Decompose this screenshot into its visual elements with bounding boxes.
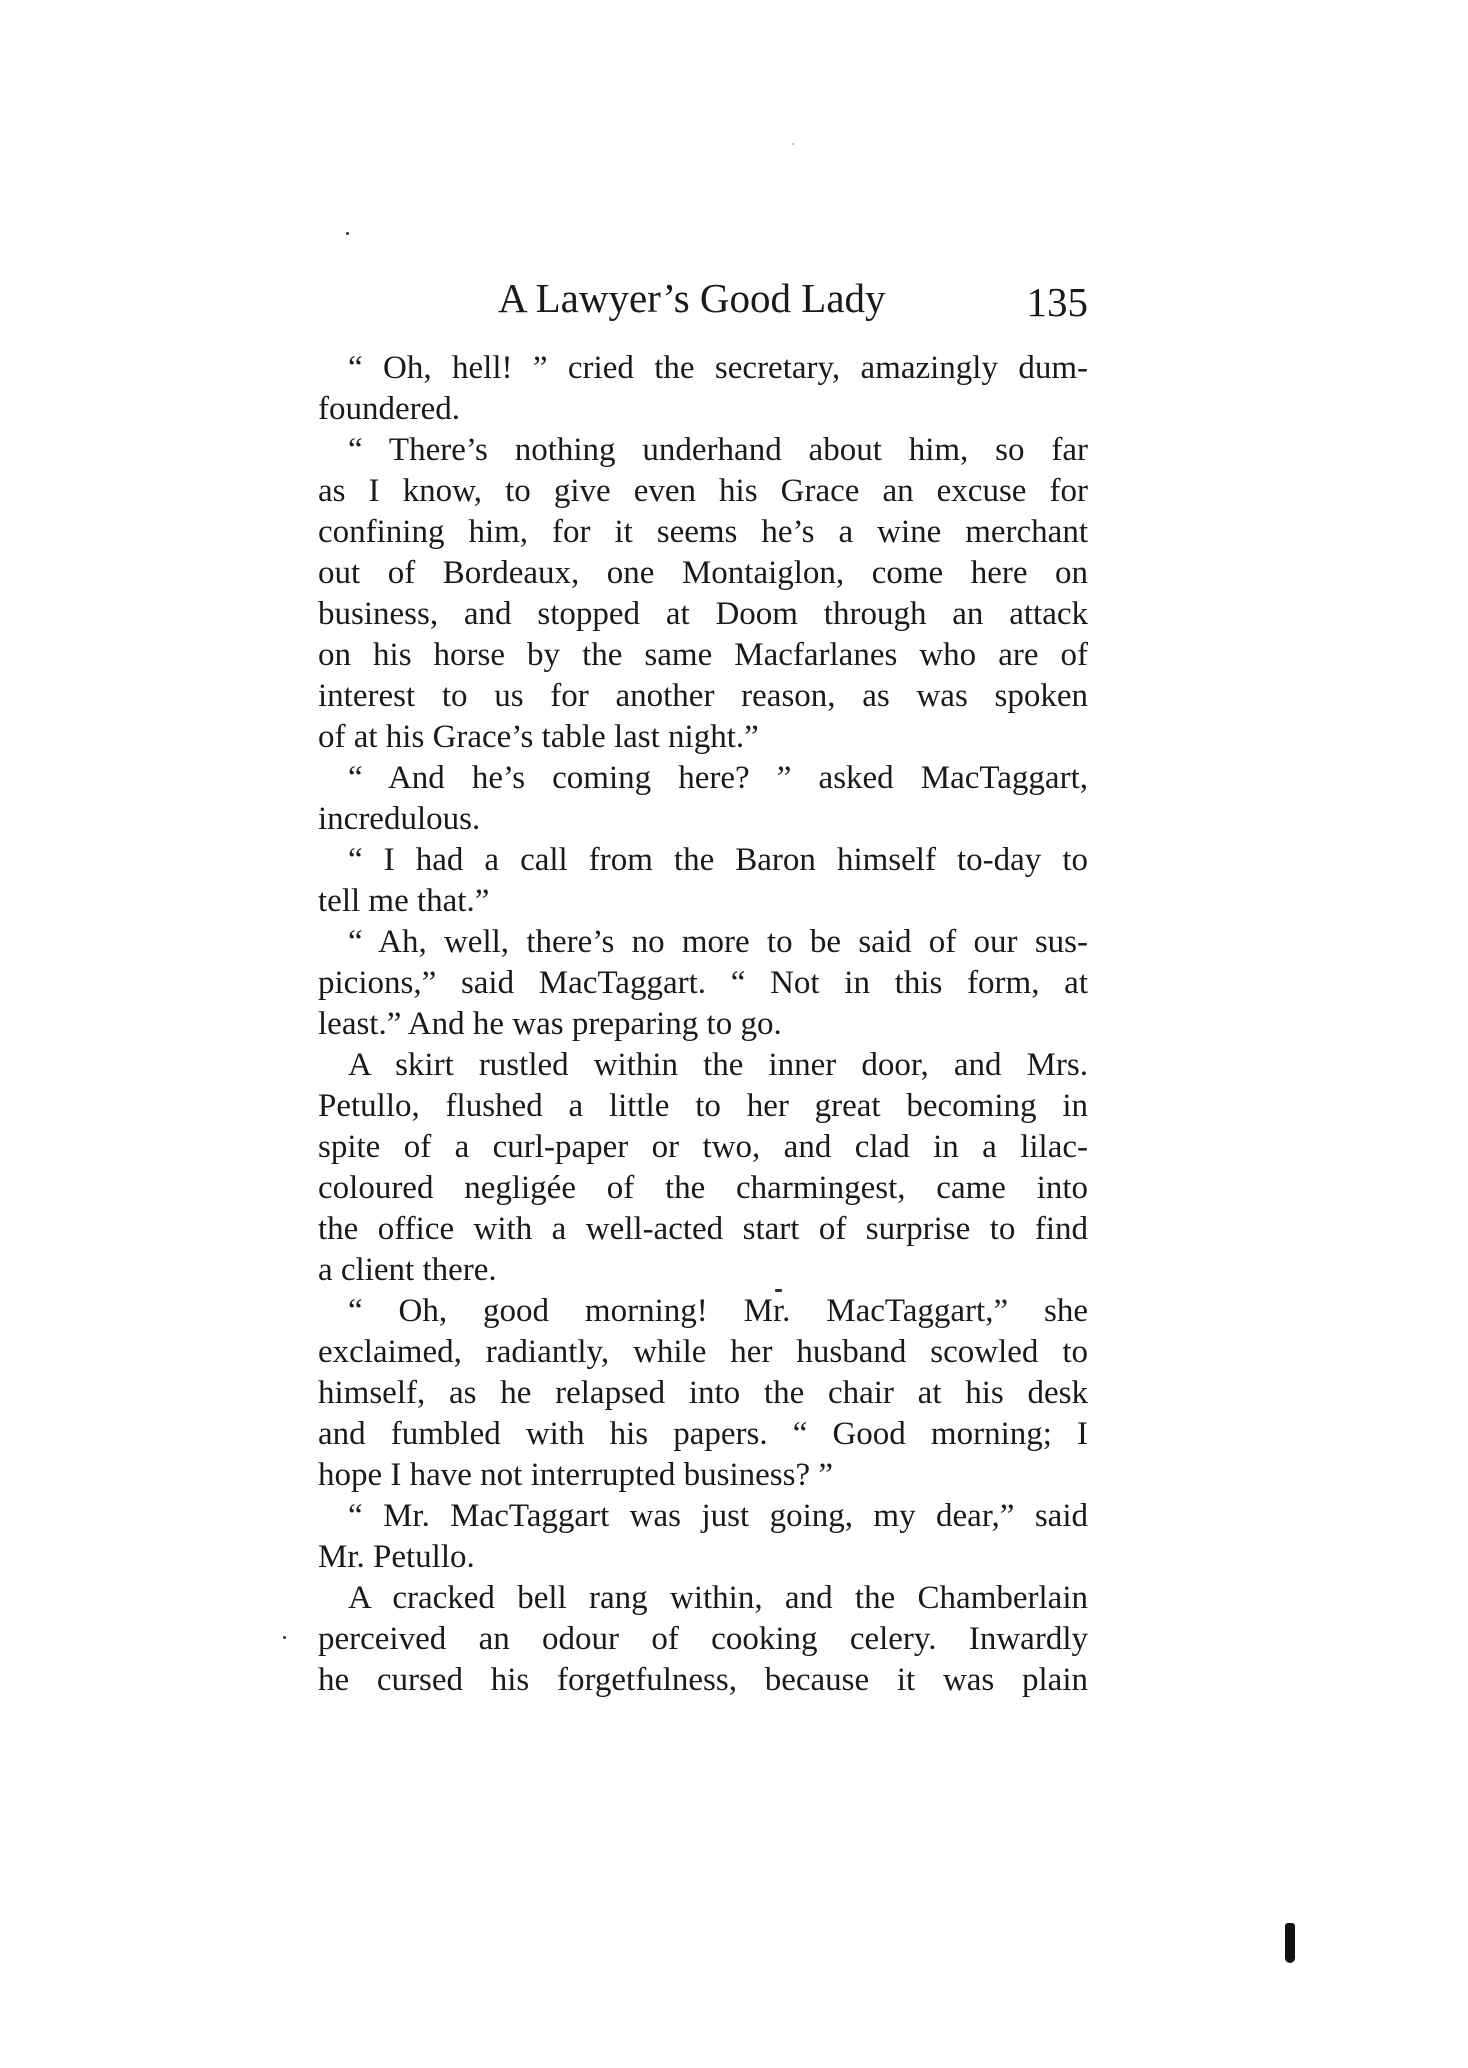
print-speck	[346, 232, 349, 235]
text-line: of at his Grace’s table last night.”	[318, 719, 759, 755]
text-line: as I know, to give even his Grace an excuse for	[318, 473, 1088, 509]
text-line: business, and stopped at Doom through an attack	[318, 596, 1088, 632]
text-line: coloured negligée of the charmingest, came into	[318, 1170, 1088, 1206]
text-line: tell me that.”	[318, 883, 490, 919]
text-line: “ Oh, good morning! Mr. MacTaggart,” she	[348, 1293, 1088, 1329]
text-line: “ Ah, well, there’s no more to be said of our sus-	[348, 924, 1088, 960]
text-line: “ Mr. MacTaggart was just going, my dear,” said	[348, 1498, 1088, 1534]
text-line: picions,” said MacTaggart. “ Not in this form, at	[318, 965, 1088, 1001]
page-number: 135	[1026, 279, 1088, 325]
text-line: confining him, for it seems he’s a wine merchant	[318, 514, 1088, 550]
text-line: Mr. Petullo.	[318, 1539, 475, 1575]
text-line: incredulous.	[318, 801, 481, 837]
text-line: “ And he’s coming here? ” asked MacTaggart,	[348, 760, 1088, 796]
text-line: the office with a well-acted start of surprise to find	[318, 1211, 1088, 1247]
edge-ink-mark	[1285, 1923, 1295, 1963]
running-title: A Lawyer’s Good Lady	[498, 275, 886, 321]
text-line: “ I had a call from the Baron himself to-day to	[348, 842, 1088, 878]
text-line: least.” And he was preparing to go.	[318, 1006, 782, 1042]
text-line: A skirt rustled within the inner door, and Mrs.	[348, 1047, 1088, 1083]
text-line: he cursed his forgetfulness, because it was plain	[318, 1662, 1088, 1698]
text-line: foundered.	[318, 391, 461, 427]
body-text	[318, 348, 1088, 1701]
text-line: out of Bordeaux, one Montaiglon, come here on	[318, 555, 1088, 591]
print-speck	[283, 1636, 286, 1639]
text-line: “ There’s nothing underhand about him, so far	[348, 432, 1088, 468]
text-line: exclaimed, radiantly, while her husband scowled to	[318, 1334, 1088, 1370]
text-line: a client there.	[318, 1252, 497, 1288]
text-line: “ Oh, hell! ” cried the secretary, amazingly dum-	[348, 350, 1088, 386]
print-speck	[775, 1289, 782, 1292]
text-line: perceived an odour of cooking celery. Inwardly	[318, 1621, 1088, 1657]
text-line: on his horse by the same Macfarlanes who are of	[318, 637, 1088, 673]
text-line: A cracked bell rang within, and the Chamberlain	[348, 1580, 1088, 1616]
text-line: Petullo, flushed a little to her great becoming in	[318, 1088, 1088, 1124]
print-speck	[792, 143, 794, 145]
text-line: and fumbled with his papers. “ Good morning; I	[318, 1416, 1088, 1452]
text-line: spite of a curl-paper or two, and clad in a lilac-	[318, 1129, 1088, 1165]
text-line: hope I have not interrupted business? ”	[318, 1457, 834, 1493]
text-line: interest to us for another reason, as was spoken	[318, 678, 1088, 714]
text-line: himself, as he relapsed into the chair at his desk	[318, 1375, 1088, 1411]
running-head	[318, 268, 1088, 328]
